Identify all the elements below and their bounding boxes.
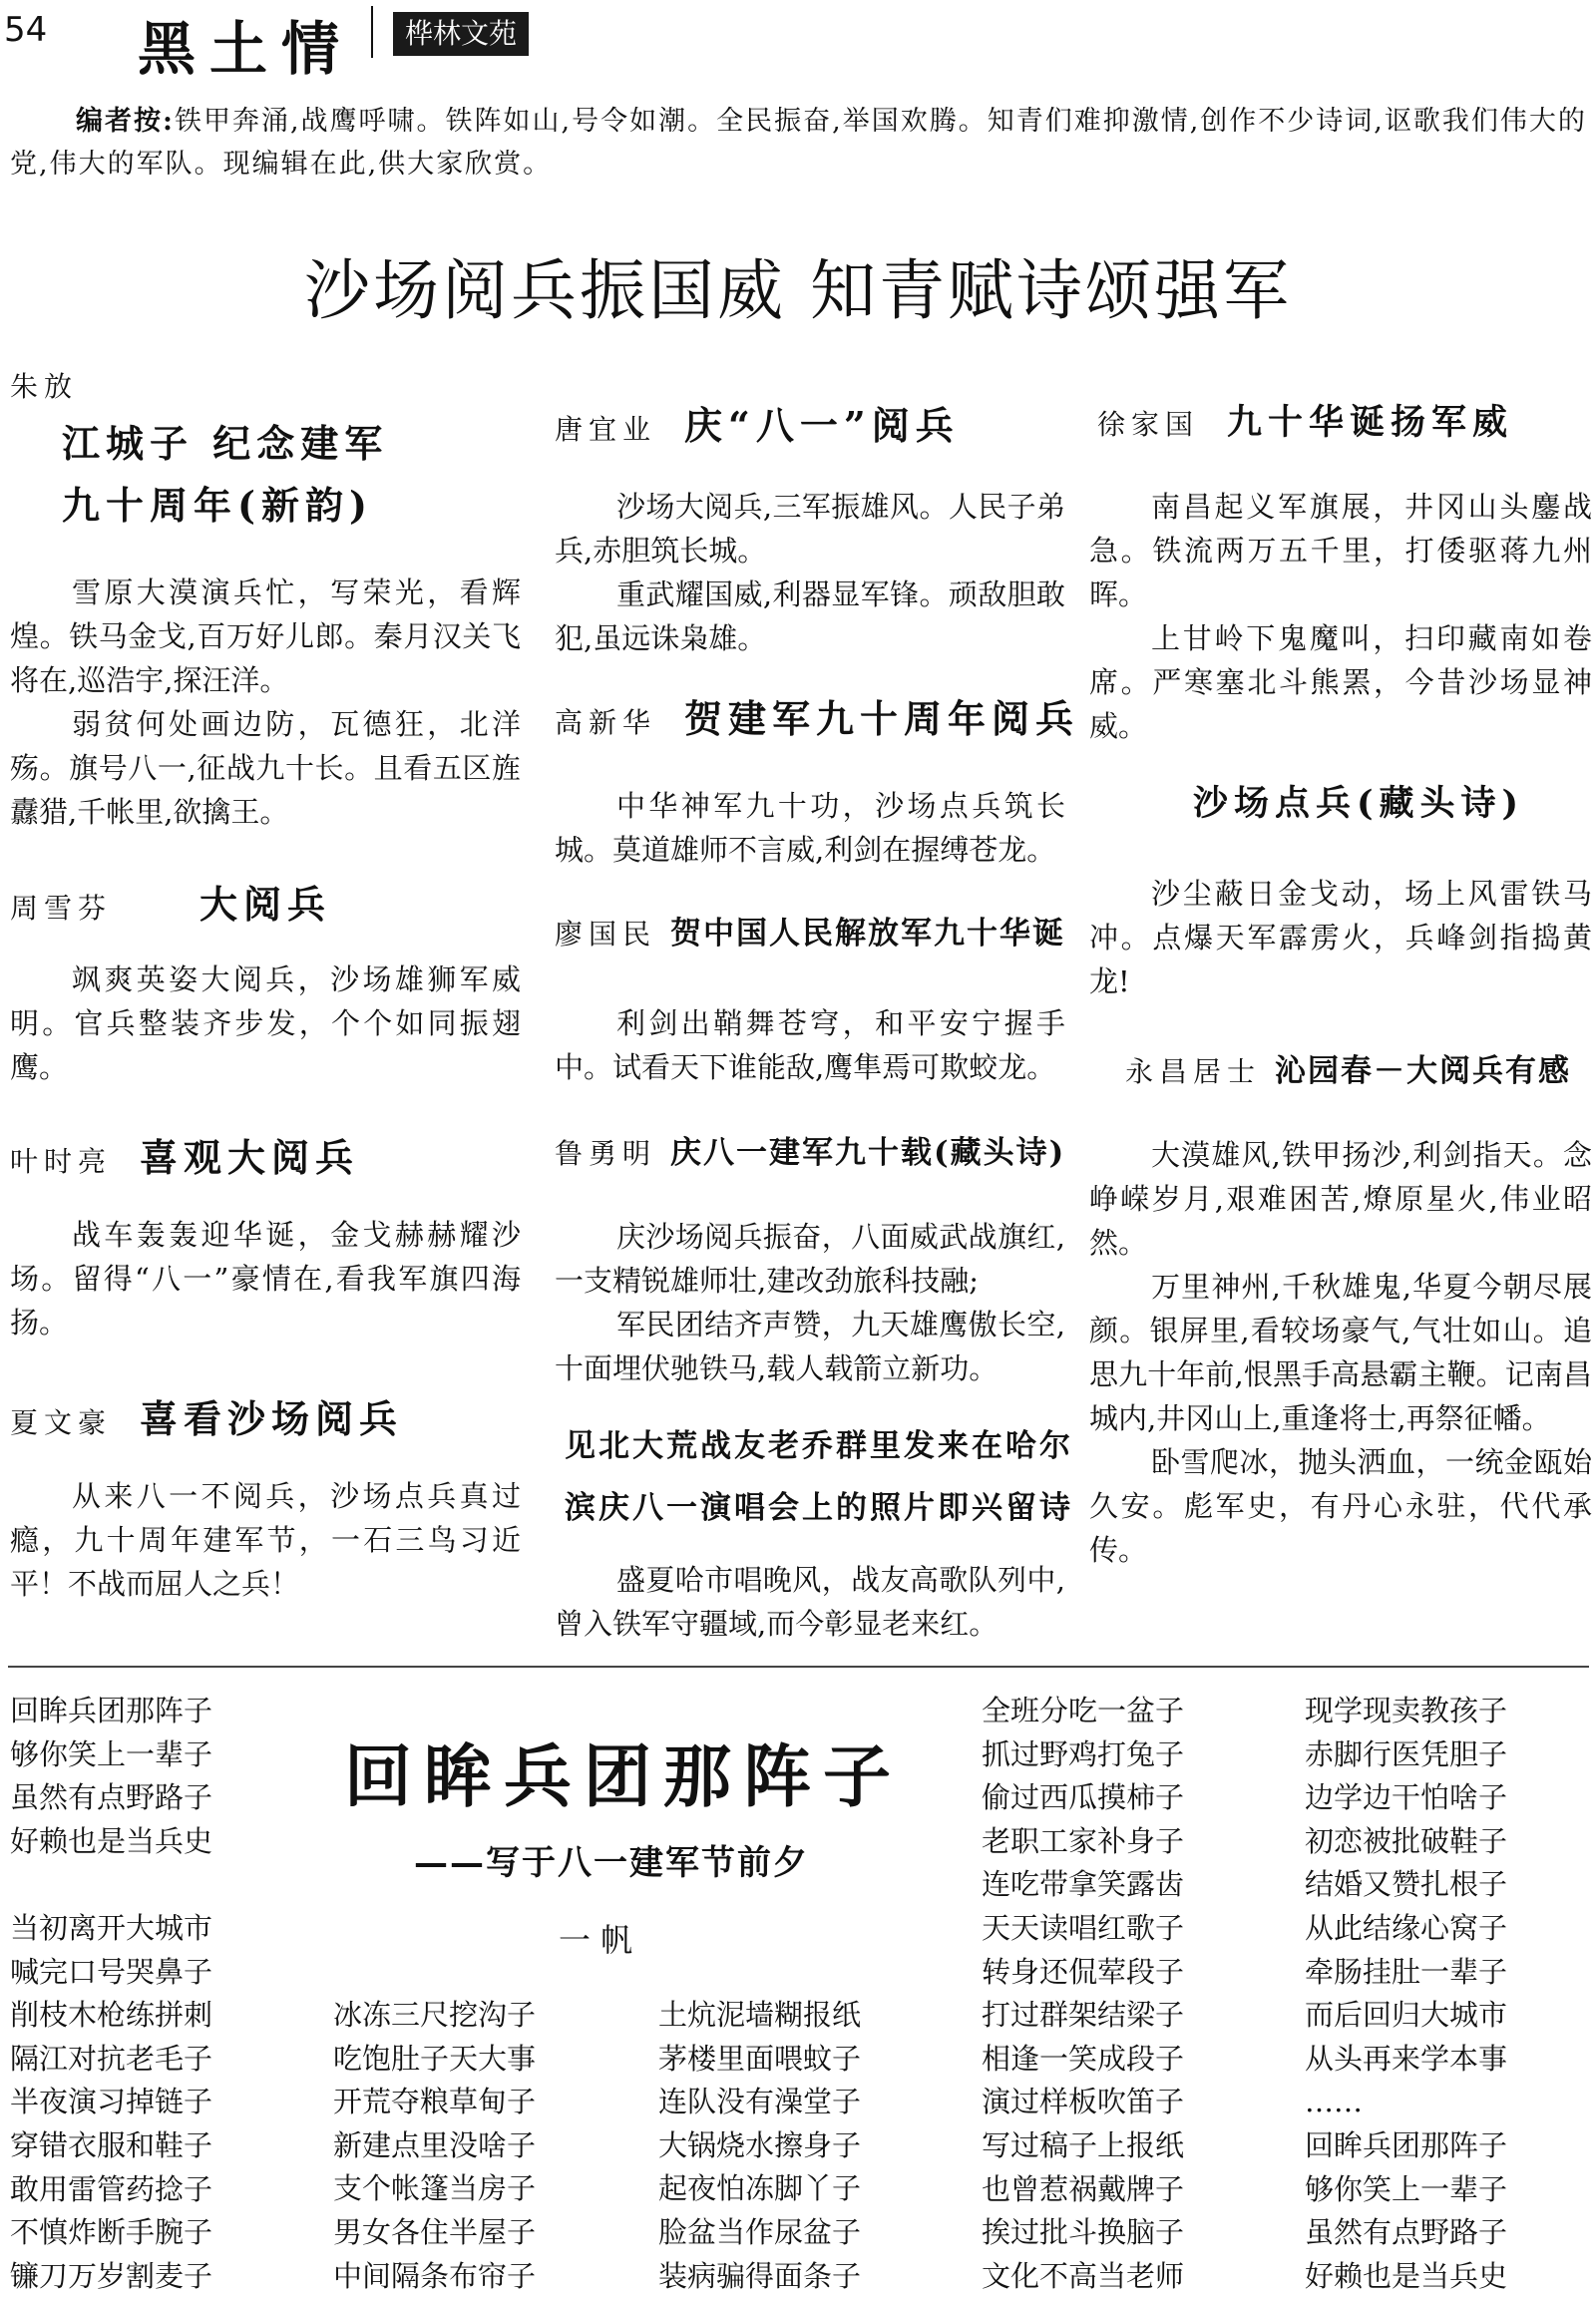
poem-title: 喜观大阅兵 <box>140 1135 360 1180</box>
poem-stanza: 战车轰轰迎华诞，金戈赫赫耀沙场。留得“八一”豪情在,看我军旗四海扬。 <box>10 1218 521 1340</box>
poem-line: 演过样板吹笛子 <box>982 2085 1185 2119</box>
poem-line: 装病骗得面条子 <box>658 2258 862 2293</box>
poem-lines <box>10 1690 212 1863</box>
poem-author: 高新华 <box>555 706 657 739</box>
poem-heading <box>10 1388 403 1443</box>
poem-body <box>10 571 521 834</box>
poem-heading <box>555 908 1065 953</box>
poem-line: 抓过野鸡打兔子 <box>982 1736 1185 1771</box>
poem-line: 文化不高当老师 <box>982 2258 1185 2293</box>
poem-line: 好赖也是当兵史 <box>10 1823 213 1858</box>
poem-heading <box>10 1127 359 1182</box>
poem-body <box>555 1558 1065 1646</box>
poem-title: 九十周年(新韵) <box>62 483 373 528</box>
poem-title: 庆八一建军九十载(藏头诗) <box>670 1135 1066 1171</box>
poem-line: 挨过批斗换脑子 <box>982 2215 1185 2250</box>
poem-line: 回眸兵团那阵子 <box>1305 2127 1508 2162</box>
poem-lines <box>658 1994 861 2298</box>
poem-author: 叶时亮 <box>10 1145 113 1178</box>
poem-body <box>555 1001 1065 1089</box>
poem-line: 冰冻三尺挖沟子 <box>333 1998 537 2032</box>
poem-body <box>555 1215 1065 1390</box>
poem-stanza: 军民团结齐声赞，九天雄鹰傲长空,十面埋伏驰铁马,载人载箭立新功。 <box>555 1308 1065 1385</box>
poem-line: 老职工家补身子 <box>982 1823 1185 1858</box>
poem-line: …… <box>1305 2085 1363 2119</box>
poem-line: 茅楼里面喂蚊子 <box>658 2041 862 2076</box>
poem-stanza: 卧雪爬冰，抛头洒血，一统金瓯始久安。彪军史，有丹心永驻，代代承传。 <box>1089 1445 1592 1567</box>
poem-line: 不慎炸断手腕子 <box>10 2215 213 2250</box>
poem-author: 唐宜业 <box>555 413 657 446</box>
poem-body <box>10 1213 521 1344</box>
poem-line: 结婚又赞扎根子 <box>1305 1867 1508 1902</box>
poem-line: 够你笑上一辈子 <box>10 1736 213 1771</box>
poem-line: 牵肠挂肚一辈子 <box>1305 1954 1508 1989</box>
poem-line: 边学边干怕啥子 <box>1305 1780 1508 1815</box>
poem-stanza: 庆沙场阅兵振奋，八面威武战旗红,一支精锐雄师壮,建改劲旅科技融; <box>555 1220 1065 1298</box>
poem-line: 开荒夺粮草甸子 <box>333 2085 537 2119</box>
poem-lines <box>10 1907 212 2298</box>
section-tag: 桦林文苑 <box>393 12 529 56</box>
editor-note-label: 编者按: <box>76 106 175 137</box>
poem-author: 一 帆 <box>559 1921 633 1959</box>
poem-heading <box>1097 395 1513 445</box>
poem-line: 相逢一笑成段子 <box>982 2041 1185 2076</box>
poem-line: 打过群架结梁子 <box>982 1998 1185 2033</box>
poem-author: 永昌居士 <box>1125 1055 1262 1088</box>
poem-line: 回眸兵团那阵子 <box>10 1694 213 1727</box>
poem-title: 贺中国人民解放军九十华诞 <box>670 916 1066 952</box>
poem-line: 支个帐篷当房子 <box>333 2171 537 2206</box>
masthead-logo: 黑土情 <box>138 15 354 83</box>
page-number: 54 <box>4 10 48 50</box>
poem-lines <box>982 1690 1184 2298</box>
poem-title: 九十华诞扬军威 <box>1227 402 1514 443</box>
poem-body <box>1089 485 1592 748</box>
poem-lines <box>1305 1690 1507 2298</box>
poem-title: 江城子 纪念建军 <box>62 421 389 466</box>
poem-body <box>1089 872 1592 1003</box>
poem-author: 周雪芬 <box>10 892 113 925</box>
poem-title: 大阅兵 <box>200 882 332 927</box>
editor-note-text: 铁甲奔涌,战鹰呼啸。铁阵如山,号令如潮。全民振奋,举国欢腾。知青们难抑激情,创作不少诗词,讴歌我们伟大的党,伟大的军队。现编辑在此,供大家欣赏。 <box>10 106 1587 180</box>
poem-body <box>555 784 1065 872</box>
poem-title: 沁园春－大阅兵有感 <box>1275 1053 1572 1089</box>
poem-line: 男女各住半屋子 <box>333 2214 537 2249</box>
poem-line: 也曾惹祸戴牌子 <box>982 2171 1185 2206</box>
poem-stanza: 弱贫何处画边防，瓦德狂，北洋殇。旗号八一,征战九十长。且看五区旌纛猎,千帐里,欲擒王。 <box>10 707 521 829</box>
poem-line: 现学现卖教孩子 <box>1305 1694 1508 1727</box>
poem-stanza: 重武耀国威,利器显军锋。顽敌胆敢犯,虽远诛枭雄。 <box>555 577 1065 655</box>
poem-author: 鲁勇明 <box>555 1137 657 1170</box>
poem-line: 连吃带拿笑露齿 <box>982 1867 1185 1902</box>
poem-stanza: 沙尘蔽日金戈动，场上风雷铁马冲。点爆天军霹雳火，兵峰剑指捣黄龙! <box>1089 877 1592 998</box>
poem-title: 见北大荒战友老乔群里发来在哈尔 <box>565 1428 1073 1464</box>
poem-stanza: 南昌起义军旗展，井冈山头鏖战急。铁流两万五千里，打倭驱蒋九州晖。 <box>1089 490 1592 611</box>
poem-stanza: 从来八一不阅兵，沙场点兵真过瘾，九十周年建军节，一石三鸟习近平！不战而屈人之兵！ <box>10 1479 521 1601</box>
poem-line: 敢用雷管药捻子 <box>10 2171 213 2206</box>
poem-heading <box>555 1127 1065 1172</box>
poem-author: 夏文豪 <box>10 1406 113 1439</box>
poem-lines <box>333 1994 536 2298</box>
poem-title: 滨庆八一演唱会上的照片即兴留诗 <box>565 1490 1073 1526</box>
poem-stanza: 上甘岭下鬼魔叫，扫印藏南如卷席。严寒塞北斗熊罴，今昔沙场显神威。 <box>1089 621 1592 743</box>
poem-line: 中间隔条布帘子 <box>333 2258 537 2293</box>
poem-line: 连队没有澡堂子 <box>658 2085 862 2119</box>
poem-line: 够你笑上一辈子 <box>1305 2171 1508 2206</box>
masthead-divider <box>371 6 373 58</box>
poem-stanza: 利剑出鞘舞苍穹，和平安宁握手中。试看天下谁能敌,鹰隼焉可欺蛟龙。 <box>555 1006 1065 1084</box>
poem-heading <box>555 688 1079 743</box>
poem-line: 新建点里没啥子 <box>333 2127 537 2162</box>
poem-author: 朱放 <box>10 370 79 403</box>
poem-line: 削枝木枪练拼刺 <box>10 1998 213 2033</box>
poem-line: 而后回归大城市 <box>1305 1998 1508 2033</box>
poem-line: 当初离开大城市 <box>10 1911 213 1945</box>
poem-line: 赤脚行医凭胆子 <box>1305 1736 1508 1771</box>
poem-title: 贺建军九十周年阅兵 <box>684 696 1080 741</box>
poem-line: 镰刀万岁割麦子 <box>10 2258 213 2293</box>
poem-line: 隔江对抗老毛子 <box>10 2041 213 2076</box>
poem-stanza: 大漠雄风,铁甲扬沙,利剑指天。念峥嵘岁月,艰难困苦,燎原星火,伟业昭然。 <box>1089 1138 1592 1260</box>
poem-line: 从头再来学本事 <box>1305 2041 1508 2076</box>
poem-line: 脸盆当作尿盆子 <box>658 2214 862 2249</box>
poem-title: 庆“八一”阅兵 <box>684 403 960 448</box>
poem-line: 全班分吃一盆子 <box>982 1694 1185 1727</box>
section-divider <box>8 1666 1589 1668</box>
poem-line: 从此结缘心窝子 <box>1305 1910 1508 1945</box>
poem-line: 喊完口号哭鼻子 <box>10 1954 213 1989</box>
poem-line: 转身还侃荤段子 <box>982 1954 1185 1989</box>
poem-stanza: 沙场大阅兵,三军振雄风。人民子弟兵,赤胆筑长城。 <box>555 490 1065 568</box>
poem-line: 吃饱肚子天大事 <box>333 2041 537 2076</box>
poem-title: 喜看沙场阅兵 <box>140 1396 404 1441</box>
poem-stanza: 中华神军九十功，沙场点兵筑长城。莫道雄师不言威,利剑在握缚苍龙。 <box>555 789 1065 867</box>
editor-note <box>10 100 1591 186</box>
poem-line: 天天读唱红歌子 <box>982 1910 1185 1945</box>
poem-heading <box>1125 1045 1571 1090</box>
poem-line: 穿错衣服和鞋子 <box>10 2127 213 2162</box>
poem-line: 起夜怕冻脚丫子 <box>658 2171 862 2206</box>
poem-author: 徐家国 <box>1097 408 1200 441</box>
poem-subtitle: ——写于八一建军节前夕 <box>414 1843 809 1883</box>
poem-title: 回眸兵团那阵子 <box>344 1737 904 1817</box>
poem-line: 虽然有点野路子 <box>1305 2215 1508 2250</box>
poem-line: 虽然有点野路子 <box>10 1780 213 1815</box>
poem-stanza: 万里神州,千秋雄鬼,华夏今朝尽展颜。银屏里,看较场豪气,气壮如山。追思九十年前,恨黑手高悬霸主鞭。记南昌城内,井冈山上,重逢将士,再祭征幡。 <box>1089 1270 1592 1435</box>
poem-body <box>555 485 1065 660</box>
poem-heading <box>555 395 960 450</box>
poem-line: 偷过西瓜摸柿子 <box>982 1780 1185 1815</box>
poem-line: 土炕泥墙糊报纸 <box>658 1998 862 2032</box>
poem-stanza: 飒爽英姿大阅兵，沙场雄狮军威明。官兵整装齐步发，个个如同振翅鹰。 <box>10 962 521 1084</box>
page-headline: 沙场阅兵振国威 知青赋诗颂强军 <box>304 252 1292 329</box>
poem-body <box>10 958 521 1089</box>
poem-line: 半夜演习掉链子 <box>10 2085 213 2119</box>
poem-line: 好赖也是当兵史 <box>1305 2258 1508 2293</box>
poem-line: 大锅烧水擦身子 <box>658 2127 862 2162</box>
poem-line: 写过稿子上报纸 <box>982 2127 1185 2162</box>
poem-stanza: 雪原大漠演兵忙，写荣光，看辉煌。铁马金戈,百万好儿郎。秦月汉关飞将在,巡浩宇,探汪洋。 <box>10 575 521 697</box>
poem-heading <box>10 874 331 929</box>
poem-body <box>10 1474 521 1606</box>
poem-stanza: 盛夏哈市唱晚风，战友高歌队列中,曾入铁军守疆域,而今彰显老来红。 <box>555 1563 1065 1641</box>
poem-line: 初恋被批破鞋子 <box>1305 1823 1508 1858</box>
poem-author: 廖国民 <box>555 918 657 951</box>
poem-body <box>1089 1133 1592 1572</box>
poem-title: 沙场点兵(藏头诗) <box>1193 783 1525 824</box>
